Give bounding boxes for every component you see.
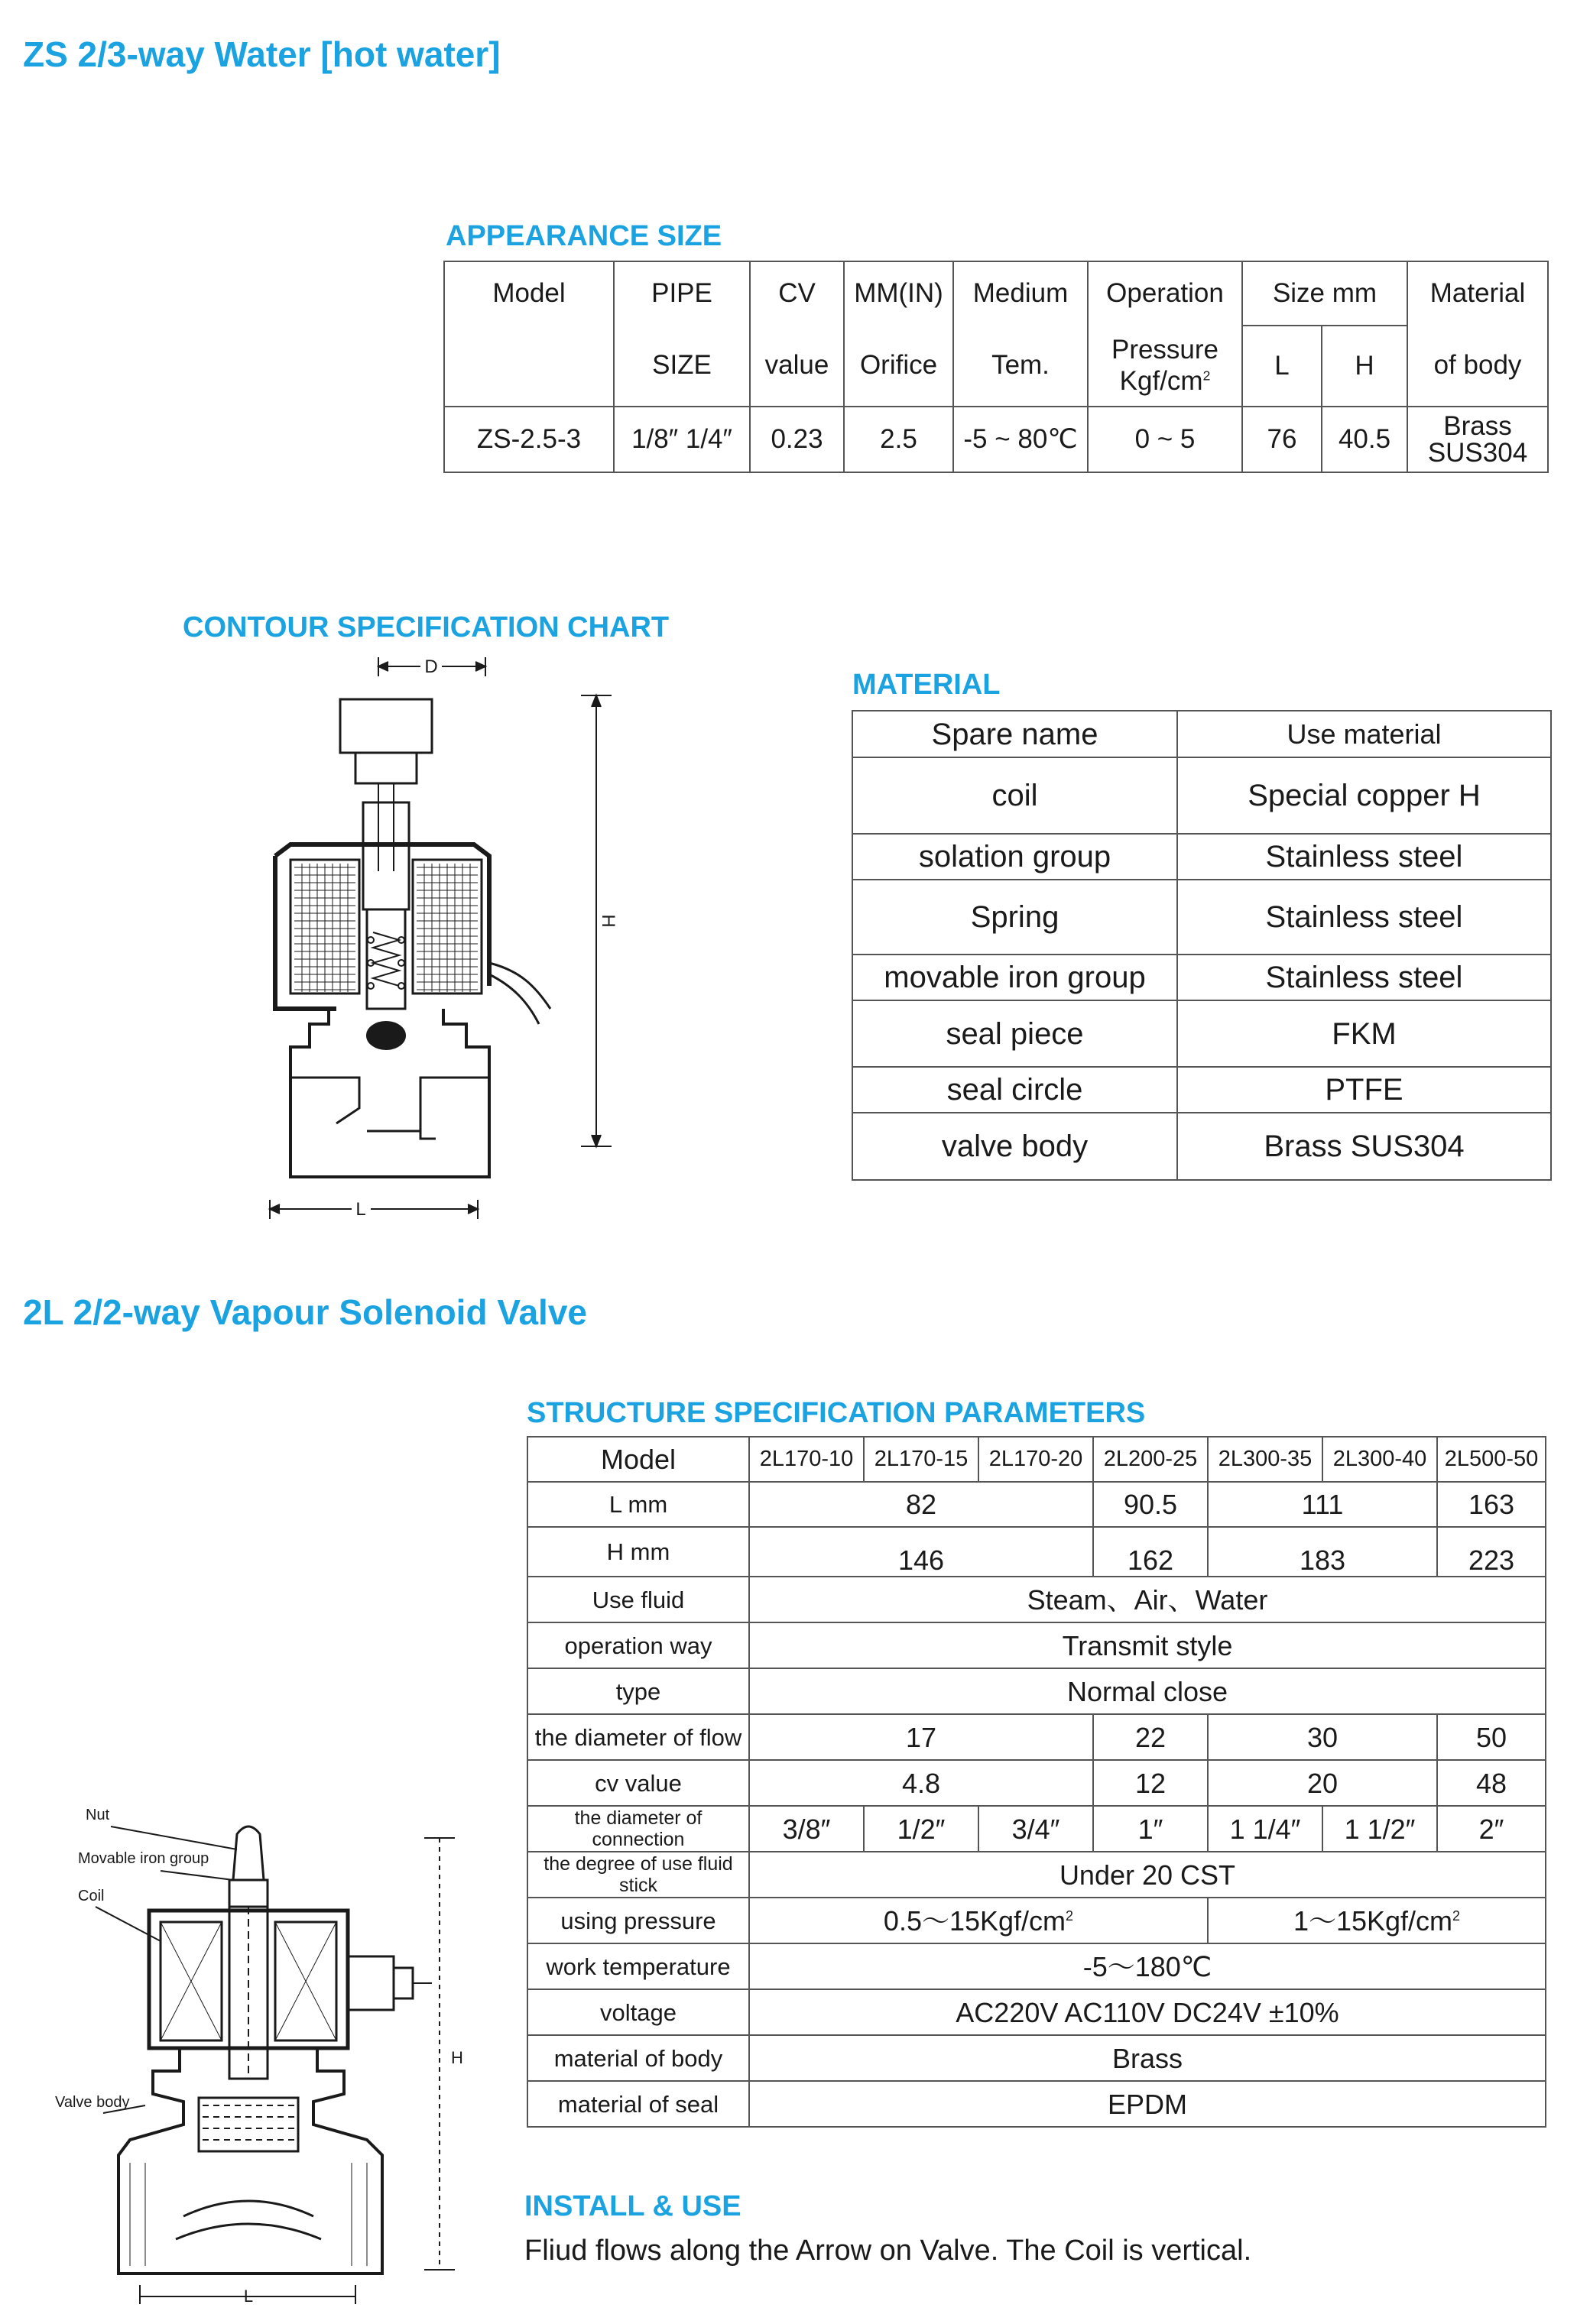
table-row	[527, 1622, 1546, 1668]
appearance-material-header: Material	[1407, 261, 1548, 326]
appearance-H-value: 40.5	[1322, 407, 1407, 472]
section1-title: ZS 2/3-way Water [hot water]	[23, 34, 501, 74]
structure-seal-label: material of seal	[527, 2081, 749, 2127]
structure-flow-value: 17	[749, 1714, 1093, 1760]
appearance-tem-header: Tem.	[953, 326, 1088, 407]
table-row	[527, 1437, 1546, 1482]
structure-fluid-label: Use fluid	[527, 1577, 749, 1622]
dim-H-label: H	[598, 914, 618, 928]
dim-H-label-2l: H	[451, 2048, 463, 2067]
callout-valve-body: Valve body	[55, 2094, 130, 2111]
structure-model: 2L300-40	[1322, 1437, 1437, 1482]
pressure-word: Pressure	[1111, 335, 1219, 365]
structure-body-value: Brass	[749, 2035, 1546, 2081]
material-row-name: seal piece	[852, 1000, 1177, 1067]
structure-model: 2L200-25	[1093, 1437, 1208, 1482]
material-row-name: Spring	[852, 880, 1177, 955]
appearance-H-header: H	[1322, 326, 1407, 407]
structure-type-label: type	[527, 1668, 749, 1714]
appearance-L-header: L	[1242, 326, 1322, 407]
material-row-value: Special copper H	[1177, 757, 1551, 834]
table-row	[527, 1806, 1546, 1852]
structure-model: 2L300-35	[1208, 1437, 1322, 1482]
material-spare-name-header: Spare name	[852, 711, 1177, 757]
appearance-heading: APPEARANCE SIZE	[446, 220, 722, 252]
material-row-name: seal circle	[852, 1067, 1177, 1113]
table-row	[852, 1067, 1551, 1113]
dim-D-label: D	[424, 656, 438, 677]
table-row	[527, 2081, 1546, 2127]
appearance-cv-header: CV	[750, 261, 844, 326]
appearance-model-value: ZS-2.5-3	[444, 407, 614, 472]
table-row	[527, 1852, 1546, 1898]
table-row	[852, 955, 1551, 1000]
structure-connection-value: 2″	[1437, 1806, 1546, 1852]
structure-cv-value: 4.8	[749, 1760, 1093, 1806]
structure-operation-value: Transmit style	[749, 1622, 1546, 1668]
structure-connection-value: 3/8″	[749, 1806, 864, 1852]
zs-valve-contour-drawing	[245, 650, 627, 1230]
appearance-operation-header: Operation	[1088, 261, 1242, 326]
appearance-material-sub-header: of body	[1407, 326, 1548, 407]
structure-connection-label: the diameter of connection	[527, 1806, 749, 1852]
appearance-size-header: Size mm	[1242, 261, 1407, 326]
structure-connection-value: 1 1/2″	[1322, 1806, 1437, 1852]
table-row	[527, 1714, 1546, 1760]
structure-operation-label: operation way	[527, 1622, 749, 1668]
material-row-value: Stainless steel	[1177, 880, 1551, 955]
callout-movable-iron-group: Movable iron group	[78, 1850, 209, 1867]
table-row	[852, 834, 1551, 880]
structure-L-value: 82	[749, 1482, 1093, 1527]
table-row	[852, 1113, 1551, 1180]
structure-temperature-label: work temperature	[527, 1943, 749, 1989]
structure-model: 2L170-15	[864, 1437, 978, 1482]
structure-model-label: Model	[527, 1437, 749, 1482]
appearance-L-value: 76	[1242, 407, 1322, 472]
appearance-table	[443, 261, 1549, 473]
structure-H-value: 223	[1437, 1527, 1546, 1577]
structure-flow-label: the diameter of flow	[527, 1714, 749, 1760]
structure-table	[527, 1436, 1546, 2128]
install-text: Fliud flows along the Arrow on Valve. The Coil is vertical.	[524, 2235, 1252, 2267]
structure-connection-value: 1 1/4″	[1208, 1806, 1322, 1852]
appearance-pipe-size-header: SIZE	[614, 326, 750, 407]
structure-flow-value: 30	[1208, 1714, 1437, 1760]
table-row	[527, 2035, 1546, 2081]
material-row-value: FKM	[1177, 1000, 1551, 1067]
appearance-orifice-sub-header: Orifice	[844, 326, 953, 407]
table-row	[527, 1989, 1546, 2035]
material-row-value: Brass SUS304	[1177, 1113, 1551, 1180]
structure-H-value: 146	[749, 1527, 1093, 1577]
table-row	[852, 880, 1551, 955]
structure-L-value: 90.5	[1093, 1482, 1208, 1527]
structure-connection-value: 1/2″	[864, 1806, 978, 1852]
structure-L-label: L mm	[527, 1482, 749, 1527]
material-row-name: movable iron group	[852, 955, 1177, 1000]
structure-flow-value: 50	[1437, 1714, 1546, 1760]
table-row	[527, 1760, 1546, 1806]
material-table	[852, 710, 1552, 1181]
pressure-unit: Kgf/$cm^2$	[1119, 365, 1211, 396]
appearance-cv-value: 0.23	[750, 407, 844, 472]
appearance-orifice-header: MM(IN)	[844, 261, 953, 326]
dim-L-label: L	[355, 1199, 366, 1220]
appearance-pressure-header	[1088, 326, 1242, 407]
structure-model: 2L170-20	[978, 1437, 1093, 1482]
structure-L-value: 163	[1437, 1482, 1546, 1527]
material-row-value: Stainless steel	[1177, 955, 1551, 1000]
section2-title: 2L 2/2-way Vapour Solenoid Valve	[23, 1292, 587, 1332]
appearance-model-header-blank	[444, 326, 614, 407]
structure-pressure-value-1: $0.5\sim 15Kgf/cm^2$	[749, 1898, 1208, 1943]
callout-nut: Nut	[86, 1807, 110, 1823]
structure-cv-value: 20	[1208, 1760, 1437, 1806]
table-row	[444, 407, 1548, 472]
appearance-material-value	[1407, 407, 1548, 472]
dim-L-label-2l: L	[243, 2287, 254, 2306]
material-row-name: coil	[852, 757, 1177, 834]
structure-H-label: H mm	[527, 1527, 749, 1577]
structure-cv-value: 48	[1437, 1760, 1546, 1806]
structure-cv-label: cv value	[527, 1760, 749, 1806]
table-row	[527, 1482, 1546, 1527]
structure-connection-value: 1″	[1093, 1806, 1208, 1852]
material-use-material-header: Use material	[1177, 711, 1551, 757]
table-row	[527, 1668, 1546, 1714]
structure-H-value: 183	[1208, 1527, 1437, 1577]
install-heading: INSTALL & USE	[524, 2190, 741, 2222]
table-row	[527, 1527, 1546, 1577]
structure-model: 2L170-10	[749, 1437, 864, 1482]
structure-seal-value: EPDM	[749, 2081, 1546, 2127]
structure-voltage-label: voltage	[527, 1989, 749, 2035]
structure-heading: STRUCTURE SPECIFICATION PARAMETERS	[527, 1397, 1146, 1429]
structure-H-value: 162	[1093, 1527, 1208, 1577]
structure-fluid-value: Steam、Air、Water	[749, 1577, 1546, 1622]
structure-temperature-value: -5～180℃	[749, 1943, 1546, 1989]
structure-stick-value: Under 20 CST	[749, 1852, 1546, 1898]
material-brass: Brass	[1443, 411, 1512, 441]
table-row	[852, 1000, 1551, 1067]
table-row	[852, 757, 1551, 834]
2l-valve-cross-section-drawing	[46, 1804, 474, 2308]
material-row-name: valve body	[852, 1113, 1177, 1180]
structure-cv-value: 12	[1093, 1760, 1208, 1806]
structure-body-label: material of body	[527, 2035, 749, 2081]
table-row	[527, 1577, 1546, 1622]
structure-type-value: Normal close	[749, 1668, 1546, 1714]
appearance-temp-value: -5 ~ 80℃	[953, 407, 1088, 472]
appearance-orifice-value: 2.5	[844, 407, 953, 472]
structure-pressure-value-2: $1\sim 15Kgf/cm^2$	[1208, 1898, 1546, 1943]
material-sus304: SUS304	[1427, 438, 1528, 468]
appearance-model-header: Model	[444, 261, 614, 326]
structure-model: 2L500-50	[1437, 1437, 1546, 1482]
appearance-cv-value-header: value	[750, 326, 844, 407]
callout-coil: Coil	[78, 1888, 105, 1904]
table-row	[527, 1898, 1546, 1943]
structure-flow-value: 22	[1093, 1714, 1208, 1760]
material-heading: MATERIAL	[852, 669, 1001, 701]
structure-L-value: 111	[1208, 1482, 1437, 1527]
appearance-pipe-header: PIPE	[614, 261, 750, 326]
material-row-name: solation group	[852, 834, 1177, 880]
structure-connection-value: 3/4″	[978, 1806, 1093, 1852]
contour-heading: CONTOUR SPECIFICATION CHART	[183, 611, 670, 643]
structure-voltage-value: AC220V AC110V DC24V ±10%	[749, 1989, 1546, 2035]
appearance-pressure-value: 0 ~ 5	[1088, 407, 1242, 472]
appearance-pipe-value: 1/8″ 1/4″	[614, 407, 750, 472]
material-row-value: PTFE	[1177, 1067, 1551, 1113]
structure-pressure-label: using pressure	[527, 1898, 749, 1943]
table-row	[527, 1943, 1546, 1989]
structure-stick-label: the degree of use fluid stick	[527, 1852, 749, 1898]
appearance-medium-header: Medium	[953, 261, 1088, 326]
material-row-value: Stainless steel	[1177, 834, 1551, 880]
